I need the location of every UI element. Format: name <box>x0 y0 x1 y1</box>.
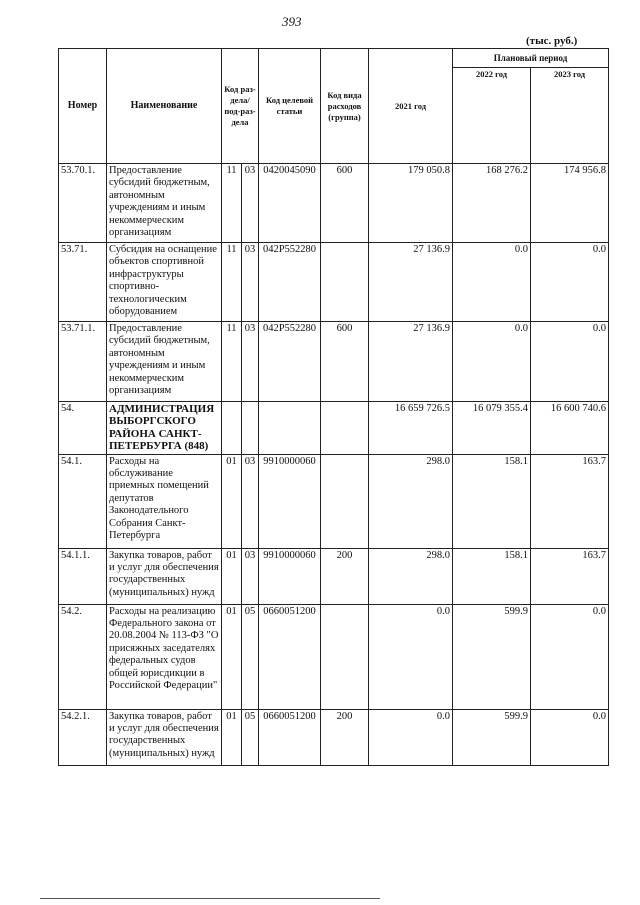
row-expense-type: 600 <box>321 322 369 402</box>
row-number: 54. <box>59 402 107 455</box>
header-2021: 2021 год <box>369 49 453 164</box>
row-name: Расходы на обслуживание приемных помещений депутатов Законодательного Собрания Санкт-Петербурга <box>107 454 222 548</box>
row-razdel: 01 <box>222 548 242 604</box>
row-target: 0420045090 <box>259 164 321 243</box>
row-expense-type <box>321 243 369 322</box>
row-expense-type <box>321 454 369 548</box>
table-row <box>59 322 609 402</box>
row-2023: 0.0 <box>531 604 609 709</box>
row-2022: 0.0 <box>453 243 531 322</box>
header-target: Код целевой статьи <box>259 49 321 164</box>
row-2022: 599.9 <box>453 709 531 765</box>
row-2021: 298.0 <box>369 548 453 604</box>
row-number: 54.1. <box>59 454 107 548</box>
row-number: 53.71. <box>59 243 107 322</box>
row-podrazdel: 03 <box>242 454 259 548</box>
row-podrazdel: 03 <box>242 322 259 402</box>
row-target <box>259 402 321 455</box>
row-podrazdel: 05 <box>242 709 259 765</box>
row-podrazdel: 03 <box>242 548 259 604</box>
row-podrazdel <box>242 402 259 455</box>
row-number: 54.2. <box>59 604 107 709</box>
row-target: 0660051200 <box>259 709 321 765</box>
header-expense-type: Код вида расходов (группа) <box>321 49 369 164</box>
row-2023: 16 600 740.6 <box>531 402 609 455</box>
row-2021: 298.0 <box>369 454 453 548</box>
table-row <box>59 164 609 243</box>
row-razdel: 11 <box>222 164 242 243</box>
row-2021: 0.0 <box>369 709 453 765</box>
row-number: 54.2.1. <box>59 709 107 765</box>
row-2022: 0.0 <box>453 322 531 402</box>
row-name: Субсидия на оснащение объектов спортивной инфраструктуры спортивно-технологическим оборудованием <box>107 243 222 322</box>
row-2021: 27 136.9 <box>369 322 453 402</box>
row-target: 042P552280 <box>259 243 321 322</box>
row-2022: 158.1 <box>453 454 531 548</box>
row-razdel: 11 <box>222 322 242 402</box>
row-2021: 16 659 726.5 <box>369 402 453 455</box>
row-name: Расходы на реализацию Федерального закона от 20.08.2004 № 113-ФЗ "О присяжных заседателях федеральных судов общей юрисдикции в Российской Федерации" <box>107 604 222 709</box>
header-2023: 2023 год <box>531 68 609 164</box>
table-row <box>59 243 609 322</box>
row-razdel: 01 <box>222 454 242 548</box>
row-razdel: 01 <box>222 604 242 709</box>
row-2023: 0.0 <box>531 243 609 322</box>
row-razdel <box>222 402 242 455</box>
row-target: 9910000060 <box>259 454 321 548</box>
row-expense-type <box>321 604 369 709</box>
row-2023: 163.7 <box>531 454 609 548</box>
units-label: (тыс. руб.) <box>526 35 578 47</box>
header-number: Номер <box>59 49 107 164</box>
row-expense-type: 200 <box>321 548 369 604</box>
row-podrazdel: 03 <box>242 243 259 322</box>
row-expense-type: 600 <box>321 164 369 243</box>
row-name: АДМИНИСТРАЦИЯ ВЫБОРГСКОГО РАЙОНА САНКТ-ПЕТЕРБУРГА (848) <box>107 402 222 455</box>
row-2022: 599.9 <box>453 604 531 709</box>
row-target: 042P552280 <box>259 322 321 402</box>
row-number: 53.70.1. <box>59 164 107 243</box>
row-2023: 0.0 <box>531 709 609 765</box>
row-target: 9910000060 <box>259 548 321 604</box>
row-razdel: 01 <box>222 709 242 765</box>
row-2022: 158.1 <box>453 548 531 604</box>
row-expense-type: 200 <box>321 709 369 765</box>
row-2023: 163.7 <box>531 548 609 604</box>
table-row <box>59 604 609 709</box>
row-name: Предоставление субсидий бюджетным, автономным учреждениям и иным некоммерческим организациям <box>107 322 222 402</box>
row-2022: 168 276.2 <box>453 164 531 243</box>
row-name: Закупка товаров, работ и услуг для обеспечения государственных (муниципальных) нужд <box>107 709 222 765</box>
row-2021: 179 050.8 <box>369 164 453 243</box>
table-row <box>59 548 609 604</box>
row-podrazdel: 05 <box>242 604 259 709</box>
bottom-divider <box>40 898 380 899</box>
header-2022: 2022 год <box>453 68 531 164</box>
row-podrazdel: 03 <box>242 164 259 243</box>
header-section: Код раз-дела/ под-раз-дела <box>222 49 259 164</box>
table-row <box>59 709 609 765</box>
row-2023: 0.0 <box>531 322 609 402</box>
row-2021: 0.0 <box>369 604 453 709</box>
row-2022: 16 079 355.4 <box>453 402 531 455</box>
row-target: 0660051200 <box>259 604 321 709</box>
row-number: 54.1.1. <box>59 548 107 604</box>
row-name: Закупка товаров, работ и услуг для обеспечения государственных (муниципальных) нужд <box>107 548 222 604</box>
table-row <box>59 454 609 548</box>
row-name: Предоставление субсидий бюджетным, автономным учреждениям и иным некоммерческим организациям <box>107 164 222 243</box>
table-row <box>59 402 609 455</box>
page-number: 393 <box>282 14 302 29</box>
row-razdel: 11 <box>222 243 242 322</box>
row-2021: 27 136.9 <box>369 243 453 322</box>
budget-table <box>58 48 609 766</box>
header-name: Наименование <box>107 49 222 164</box>
row-number: 53.71.1. <box>59 322 107 402</box>
row-2023: 174 956.8 <box>531 164 609 243</box>
header-plan-period: Плановый период <box>453 49 609 68</box>
row-expense-type <box>321 402 369 455</box>
